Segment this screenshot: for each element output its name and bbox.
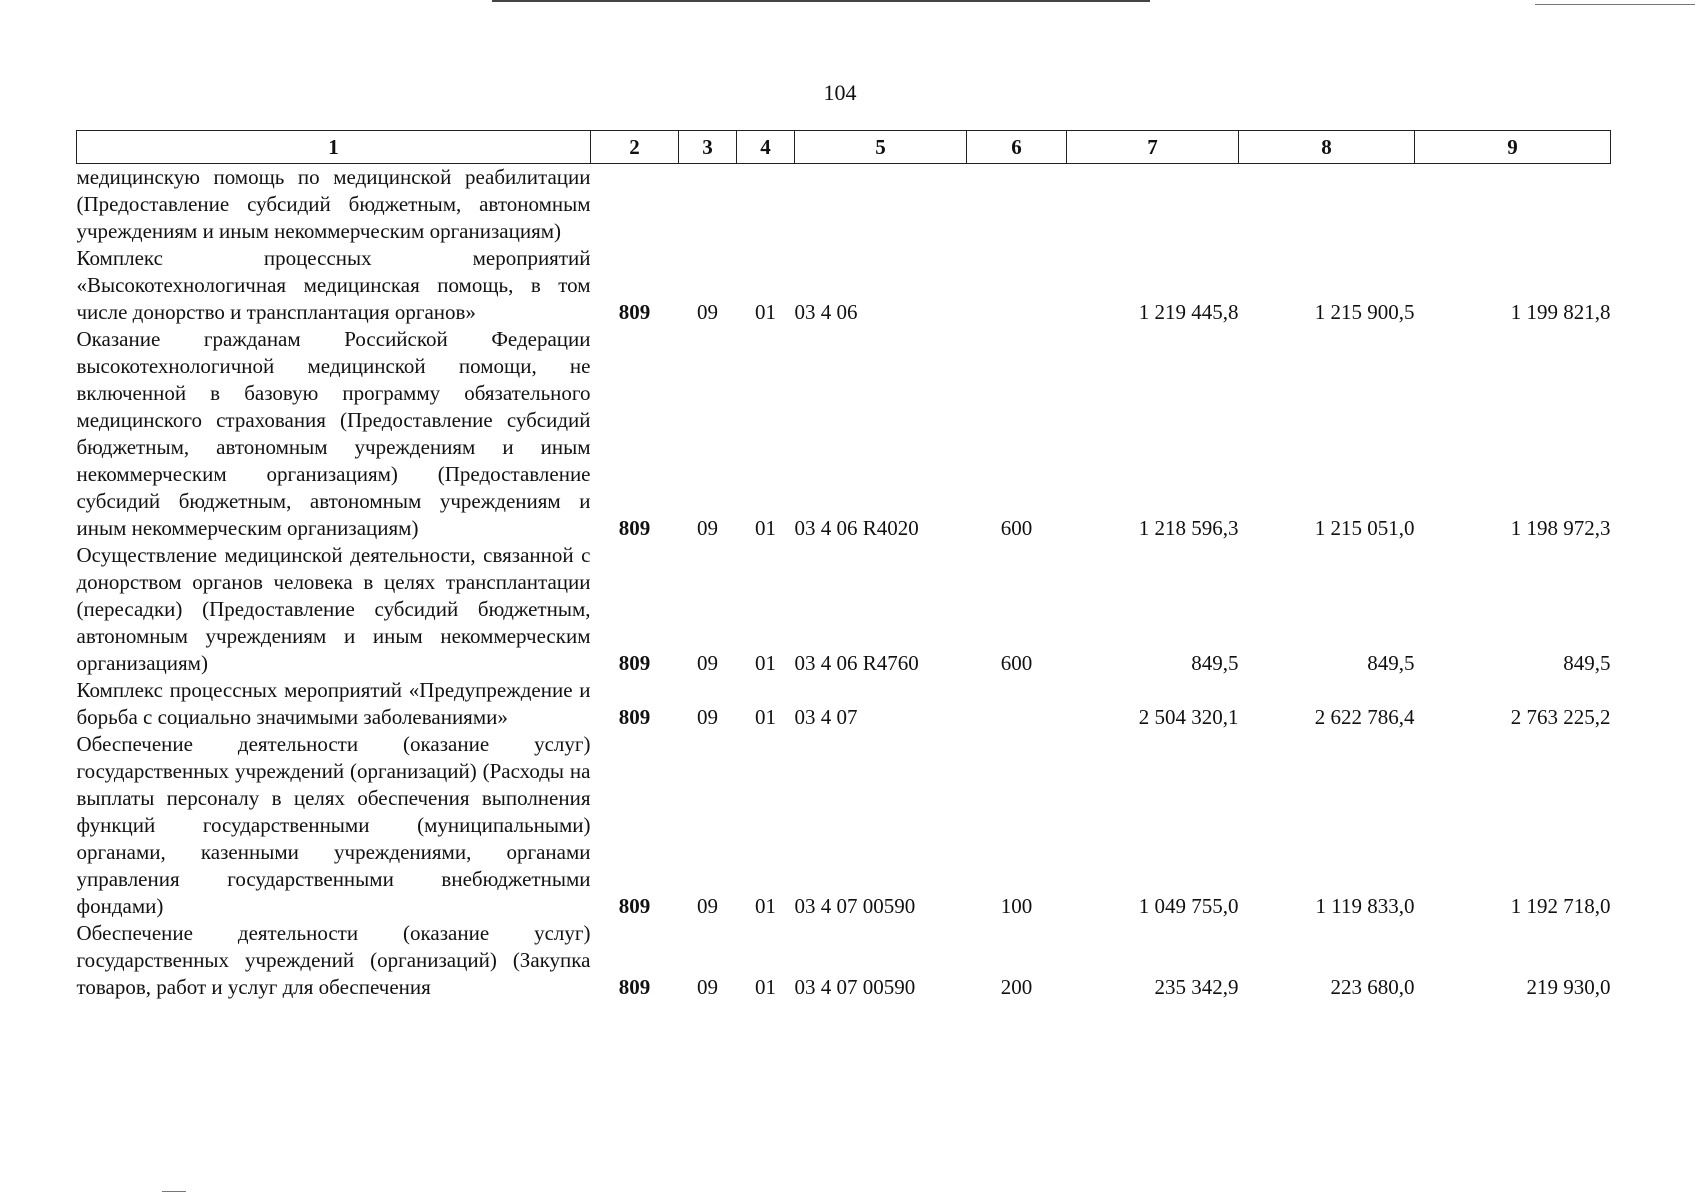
amount-col7: 1 219 445,8 <box>1138 300 1239 324</box>
amount-col7 <box>1067 164 1239 246</box>
subsection-code: 01 <box>755 516 776 540</box>
column-header: 9 <box>1415 131 1611 164</box>
subsection-code: 01 <box>755 975 776 999</box>
table-row <box>77 164 1611 246</box>
ministry-code <box>591 164 679 246</box>
amount-col9: 1 199 821,8 <box>1510 300 1611 324</box>
table-header-row <box>77 131 1611 164</box>
amount-col8: 1 119 833,0 <box>1315 894 1415 918</box>
target-article-code: 03 4 07 00590 <box>794 894 916 918</box>
amount-col9: 219 930,0 <box>1526 975 1611 999</box>
scan-edge-line <box>492 0 1150 2</box>
ministry-code: 809 <box>618 516 651 540</box>
target-article-code: 03 4 06 R4760 <box>794 651 919 675</box>
column-header: 4 <box>737 131 795 164</box>
column-header: 8 <box>1239 131 1415 164</box>
subsection-code: 01 <box>755 651 776 675</box>
amount-col8: 1 215 900,5 <box>1314 300 1415 324</box>
ministry-code: 809 <box>618 300 651 324</box>
expense-type-code <box>967 164 1067 246</box>
amount-col9: 849,5 <box>1563 651 1611 675</box>
row-description: Обеспечение деятельности (оказание услуг) государственных учреждений (организаций) (Расходы на выплаты персоналу в целях обеспечения выполнения функций государственными (муниципальными) органами, казенными учреждениями, органами управления государственными внебюджетными фондами) <box>76 732 591 918</box>
scan-edge-line <box>162 1191 186 1192</box>
column-header: 6 <box>967 131 1067 164</box>
column-header: 3 <box>679 131 737 164</box>
table-row <box>77 731 1611 920</box>
ministry-code: 809 <box>618 705 651 729</box>
section-code: 09 <box>697 516 718 540</box>
column-header: 2 <box>591 131 679 164</box>
row-description: Комплекс процессных мероприятий «Предупреждение и борьба с социально значимыми заболеваниями» <box>76 678 591 729</box>
amount-col8: 2 622 786,4 <box>1314 705 1415 729</box>
amount-col9 <box>1415 164 1611 246</box>
subsection-code: 01 <box>755 300 776 324</box>
section-code: 09 <box>697 300 718 324</box>
column-header: 7 <box>1067 131 1239 164</box>
scan-edge-line <box>1535 4 1695 5</box>
expense-type-code: 100 <box>1000 894 1033 918</box>
target-article-code: 03 4 06 R4020 <box>794 516 919 540</box>
amount-col8: 223 680,0 <box>1330 975 1415 999</box>
ministry-code: 809 <box>618 894 651 918</box>
amount-col9: 1 198 972,3 <box>1510 516 1611 540</box>
expense-type-code: 200 <box>1000 975 1033 999</box>
target-article-code: 03 4 07 00590 <box>794 975 916 999</box>
target-article-code: 03 4 06 <box>794 300 858 324</box>
amount-col7: 235 342,9 <box>1154 975 1239 999</box>
table-row <box>77 326 1611 542</box>
section-code: 09 <box>697 975 718 999</box>
page-number: 104 <box>823 80 857 105</box>
amount-col7: 2 504 320,1 <box>1138 705 1239 729</box>
amount-col7: 1 218 596,3 <box>1138 516 1239 540</box>
section-code: 09 <box>697 894 718 918</box>
subsection-code: 01 <box>755 894 776 918</box>
target-article-code: 03 4 07 <box>794 705 858 729</box>
table-row <box>77 542 1611 677</box>
expense-type-code <box>967 677 1067 731</box>
table-row <box>77 245 1611 326</box>
ministry-code: 809 <box>618 651 651 675</box>
amount-col7: 1 049 755,0 <box>1138 894 1239 918</box>
row-description: медицинскую помощь по медицинской реабилитации (Предоставление субсидий бюджетным, автономным учреждениям и иным некоммерческим организациям) <box>76 165 591 243</box>
amount-col7: 849,5 <box>1191 651 1239 675</box>
subsection-code: 01 <box>755 705 776 729</box>
amount-col8 <box>1239 164 1415 246</box>
row-description: Оказание гражданам Российской Федерации высокотехнологичной медицинской помощи, не включенной в базовую программу обязательного медицинского страхования (Предоставление субсидий бюджетным, автономным учреждениям и иным некоммерческим организациям) (Предоставление субсидий бюджетным, автономным учреждениям и иным некоммерческим организациям) <box>76 327 591 540</box>
table-row <box>77 677 1611 731</box>
column-header: 5 <box>795 131 967 164</box>
table-row <box>77 920 1611 1001</box>
amount-col9: 2 763 225,2 <box>1510 705 1611 729</box>
row-description: Комплекс процессных мероприятий «Высокотехнологичная медицинская помощь, в том числе донорство и трансплантация органов» <box>76 246 591 324</box>
expense-type-code: 600 <box>1000 651 1033 675</box>
subsection-code <box>737 164 795 246</box>
expense-type-code: 600 <box>1000 516 1033 540</box>
target-article-code <box>795 164 967 246</box>
column-header: 1 <box>77 131 591 164</box>
amount-col8: 1 215 051,0 <box>1314 516 1415 540</box>
section-code: 09 <box>697 651 718 675</box>
section-code <box>679 164 737 246</box>
row-description: Обеспечение деятельности (оказание услуг) государственных учреждений (организаций) (Закупка товаров, работ и услуг для обеспечения <box>76 921 591 999</box>
row-description: Осуществление медицинской деятельности, связанной с донорством органов человека в целях трансплантации (пересадки) (Предоставление субсидий бюджетным, автономным учреждениям и иным некоммерческим организациям) <box>76 543 591 675</box>
amount-col9: 1 192 718,0 <box>1510 894 1611 918</box>
amount-col8: 849,5 <box>1367 651 1415 675</box>
ministry-code: 809 <box>618 975 651 999</box>
section-code: 09 <box>697 705 718 729</box>
expense-type-code <box>967 245 1067 326</box>
budget-table <box>76 130 1611 1001</box>
